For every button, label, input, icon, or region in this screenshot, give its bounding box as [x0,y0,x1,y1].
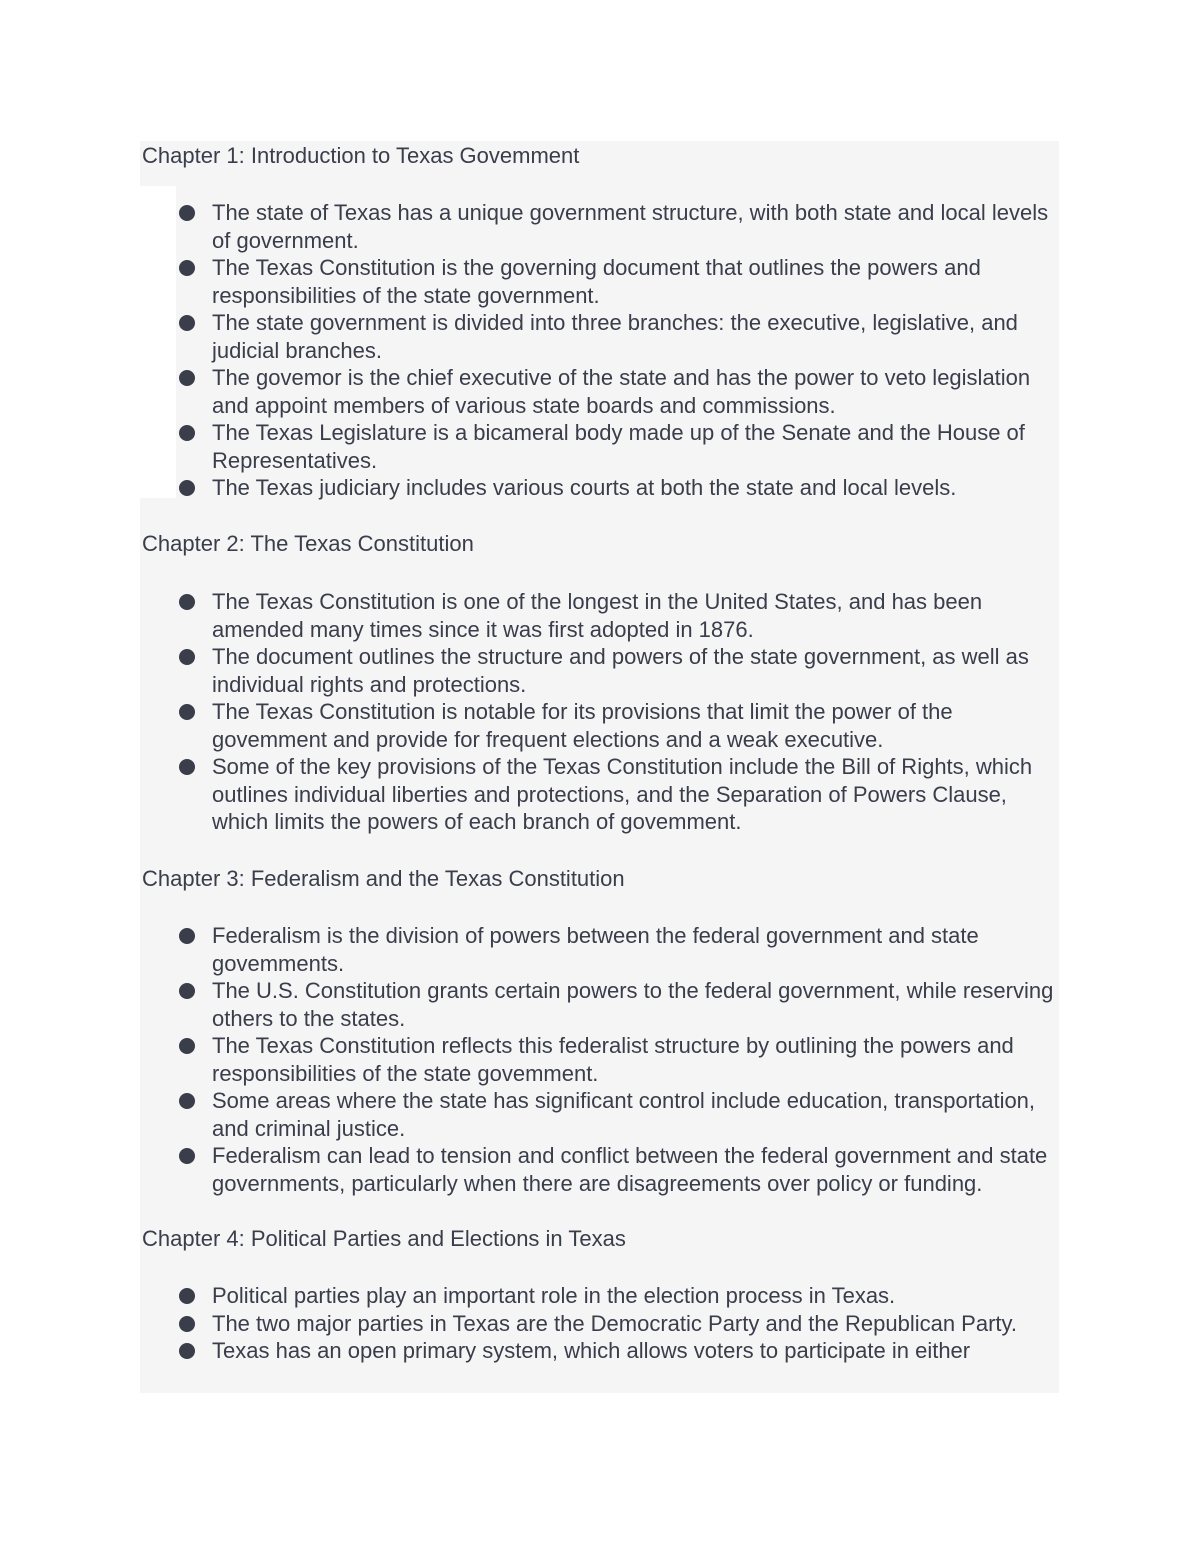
list-item: The Texas judiciary includes various courts at both the state and local levels. [176,474,1061,502]
list-item: Some of the key provisions of the Texas Constitution include the Bill of Rights, which outlines individual liberties and protections, and the Separation of Powers Clause, which limits the powers of each branch of govemment. [176,753,1061,836]
bullet-icon [179,315,195,331]
list-item: Texas has an open primary system, which allows voters to participate in either [176,1337,1061,1365]
list-item: The Texas Legislature is a bicameral body made up of the Senate and the House of Representatives. [176,419,1061,474]
bullet-icon [179,425,195,441]
chapter-4-heading: Chapter 4: Political Parties and Elections in Texas [142,1226,626,1251]
chapter-4-list [176,1282,1061,1365]
bullet-icon [179,759,195,775]
list-item: Some areas where the state has significant control include education, transportation, and criminal justice. [176,1087,1061,1142]
list-item: The Texas Constitution is one of the longest in the United States, and has been amended many times since it was first adopted in 1876. [176,588,1061,643]
bullet-icon [179,1288,195,1304]
bullet-icon [179,1343,195,1359]
list-item: The Texas Constitution is notable for its provisions that limit the power of the govemment and provide for frequent elections and a weak executive. [176,698,1061,753]
bullet-icon [179,928,195,944]
bullet-icon [179,370,195,386]
bullet-icon [179,205,195,221]
list-item: The U.S. Constitution grants certain powers to the federal government, while reserving others to the states. [176,977,1061,1032]
list-item: Federalism is the division of powers between the federal government and state govemments. [176,922,1061,977]
list-item: The state of Texas has a unique government structure, with both state and local levels of government. [176,199,1061,254]
bullet-icon [179,1038,195,1054]
bullet-icon [179,1316,195,1332]
bullet-icon [179,480,195,496]
list-item: The two major parties in Texas are the Democratic Party and the Republican Party. [176,1310,1061,1338]
list-item: Federalism can lead to tension and conflict between the federal government and state governments, particularly when there are disagreements over policy or funding. [176,1142,1061,1197]
list-item: The Texas Constitution reflects this federalist structure by outlining the powers and responsibilities of the state govemment. [176,1032,1061,1087]
list-item: Political parties play an important role in the election process in Texas. [176,1282,1061,1310]
bullet-icon [179,649,195,665]
list-item: The document outlines the structure and powers of the state government, as well as individual rights and protections. [176,643,1061,698]
bullet-icon [179,983,195,999]
chapter-3-heading: Chapter 3: Federalism and the Texas Constitution [142,866,625,891]
chapter-3-list [176,922,1061,1197]
bullet-icon [179,260,195,276]
bullet-icon [179,1093,195,1109]
chapter-1-list [176,199,1061,502]
bullet-icon [179,594,195,610]
chapter-1-heading: Chapter 1: Introduction to Texas Govemment [142,143,580,168]
chapter-2-heading: Chapter 2: The Texas Constitution [142,531,474,556]
list-item: The Texas Constitution is the governing document that outlines the powers and responsibilities of the state government. [176,254,1061,309]
chapter-2-list [176,588,1061,836]
bullet-icon [179,704,195,720]
list-item: The state government is divided into three branches: the executive, legislative, and judicial branches. [176,309,1061,364]
bullet-icon [179,1148,195,1164]
list-item: The govemor is the chief executive of the state and has the power to veto legislation and appoint members of various state boards and commissions. [176,364,1061,419]
